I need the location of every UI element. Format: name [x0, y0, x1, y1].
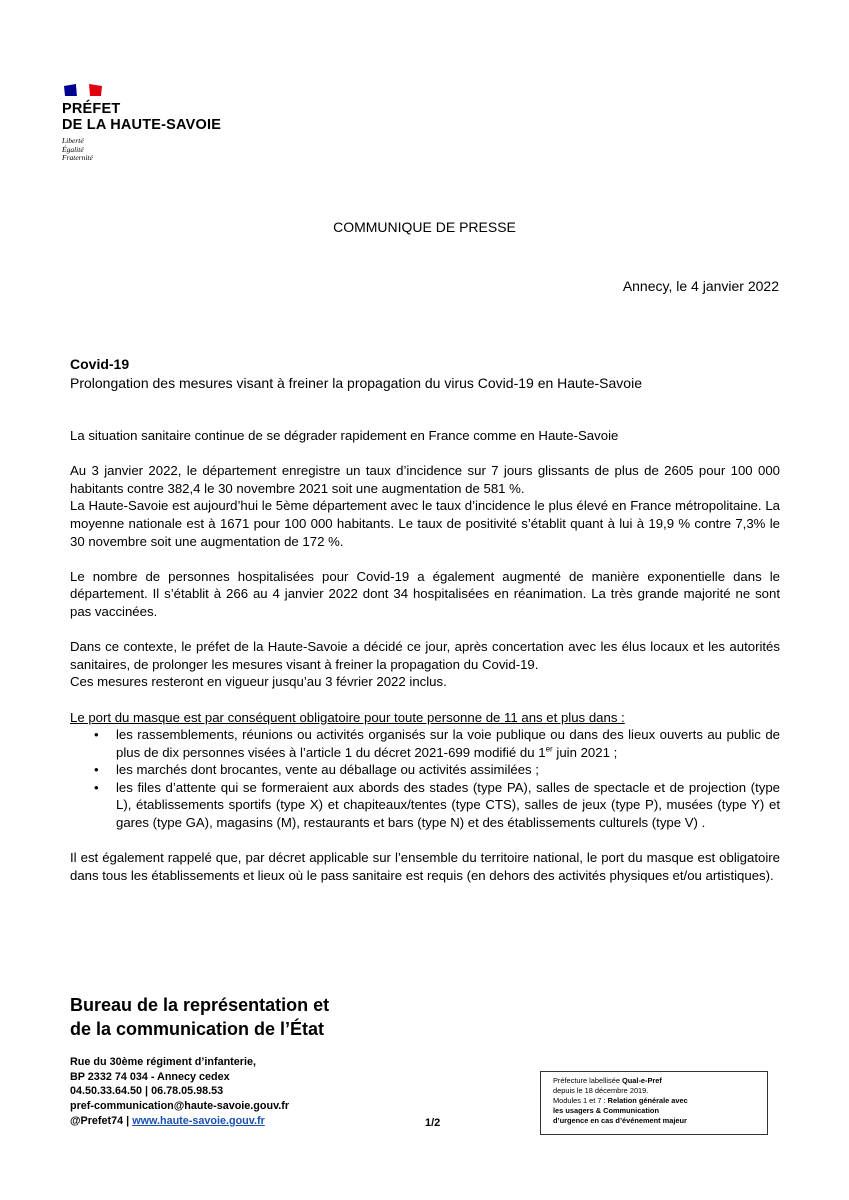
dateline: Annecy, le 4 janvier 2022 [622, 278, 779, 294]
page-number: 1/2 [425, 1117, 441, 1129]
contact-email: pref-communication@haute-savoie.gouv.fr [70, 1100, 290, 1113]
label-line-2: depuis le 18 décembre 2019. [553, 1086, 649, 1095]
context-paragraph: Dans ce contexte, le préfet de la Haute-Savoie a décidé ce jour, après concertation avec les élus locaux et les autorités sanitaires, de prolonger les mesures visant à freiner la propagation du Covid-19. [70, 639, 780, 672]
bullet-mark: • [94, 727, 99, 743]
label-line-1b: Qual-e-Pref [622, 1076, 662, 1085]
pass-sanitaire-paragraph: Il est également rappelé que, par décret applicable sur l’ensemble du territoire national, le port du masque est obligatoire dans tous les établissements et lieux où le pass sanitaire est requis (en dehors des activités physiques et/ou artistiques). [70, 850, 780, 883]
press-release-title: COMMUNIQUE DE PRESSE [333, 219, 516, 235]
subject-title: Covid-19 [70, 356, 130, 372]
prefet-logo-title [62, 101, 221, 133]
subject-block [70, 355, 790, 393]
bureau-line-2: de la communication de l’État [70, 1019, 325, 1039]
mask-obligation-heading: Le port du masque est par conséquent obligatoire pour toute personne de 11 ans et plus dans : [70, 709, 625, 725]
bullet-gatherings-end: juin 2021 ; [552, 744, 618, 760]
intro-paragraph: La situation sanitaire continue de se dégrader rapidement en France comme en Haute-Savoie [70, 428, 619, 443]
contact-block [70, 1055, 289, 1129]
bullet-mark: • [94, 762, 99, 778]
address-line-1: Rue du 30ème régiment d’infanterie, [70, 1056, 256, 1068]
social-line [70, 1114, 289, 1129]
subject-subtitle: Prolongation des mesures visant à freiner la propagation du virus Covid-19 en Haute-Savoie [70, 375, 642, 391]
phone-numbers: 04.50.33.64.50 | 06.78.05.98.53 [70, 1085, 224, 1098]
bullet-gatherings-text: les rassemblements, réunions ou activités organisés sur la voie publique ou dans des lieux ouverts au public de plus de dix personnes visées à l’article 1 du décret 2021-699 modifié du 1 [116, 727, 780, 760]
logo-line-prefet: PRÉFET [62, 101, 121, 117]
validity-paragraph: Ces mesures resteront en vigueur jusqu’au 3 février 2022 inclus. [70, 674, 447, 690]
label-line-5: d’urgence en cas d’événement majeur [553, 1116, 687, 1125]
bullet-markets-text: les marchés dont brocantes, vente au déballage ou activités assimilées ; [116, 762, 539, 778]
address-line-2: BP 2332 74 034 - Annecy cedex [70, 1070, 230, 1083]
list-item [70, 779, 780, 832]
hospital-paragraph: Le nombre de personnes hospitalisées pour Covid-19 a également augmenté de manière exponentielle dans le département. Il s’établit à 266 au 4 janvier 2022 dont 34 hospitalisées en réanimation. La très grande majorité ne sont pas vaccinées. [70, 568, 780, 619]
twitter-handle: @Prefet74 [70, 1114, 124, 1127]
label-line-1a: Préfecture labellisée [553, 1076, 623, 1085]
bureau-line-1: Bureau de la représentation et [70, 995, 330, 1015]
website-link[interactable]: www.haute-savoie.gouv.fr [132, 1114, 265, 1127]
motto-liberte: Liberté [62, 136, 84, 145]
list-item [70, 726, 780, 761]
bureau-heading [70, 993, 329, 1041]
bullet-mark: • [94, 779, 99, 795]
list-item [70, 761, 780, 779]
separator: | [123, 1114, 133, 1127]
mask-places-list [70, 726, 780, 832]
bullet-queues-text: les files d’attente qui se formeraient aux abords des stades (type PA), salles de spectacle et de projection (type L), établissements sportifs (type X) et chapiteaux/tentes (type CTS), salles de jeux (type P), musées (type Y) et gares (type GA), magasins (M), restaurants et bars (type N) et des établissements culturels (type V) . [116, 779, 780, 831]
motto-egalite: Égalité [62, 144, 84, 154]
label-line-3a: Modules 1 et 7 : [553, 1096, 608, 1105]
incidence-paragraph: Au 3 janvier 2022, le département enregistre un taux d’incidence sur 7 jours glissants de plus de 2605 pour 100 000 habitants contre 382,4 le 30 novembre 2021 soit une augmentation de 581 %. [70, 463, 780, 496]
logo-line-department: DE LA HAUTE-SAVOIE [62, 117, 222, 133]
qualepref-label-box [540, 1071, 768, 1135]
republique-francaise-flag-logo [63, 83, 103, 97]
motto-fraternite: Fraternité [62, 153, 93, 162]
ranking-paragraph: La Haute-Savoie est aujourd’hui le 5ème département avec le taux d’incidence le plus élevé en France métropolitaine. La moyenne nationale est à 1671 pour 100 000 habitants. Le taux de positivité s’établit quant à lui à 19,9 % contre 7,3% le 30 novembre soit une augmentation de 172 %. [70, 498, 780, 549]
label-line-4: les usagers & Communication [553, 1106, 659, 1115]
label-line-3b: Relation générale avec [607, 1096, 688, 1105]
press-release-body [70, 427, 780, 884]
bullet-gatherings-sup: er [545, 744, 553, 754]
republic-motto [62, 137, 93, 163]
